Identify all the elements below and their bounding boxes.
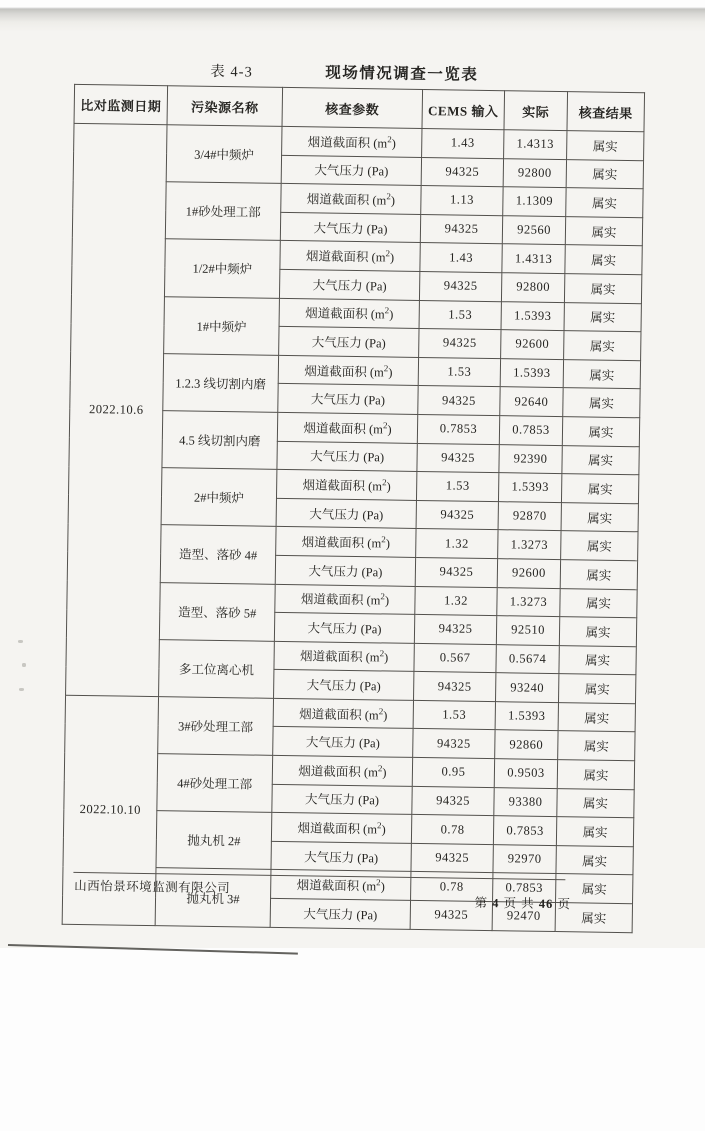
cems-input-cell: 1.43	[422, 128, 504, 158]
header-cems-input: CEMS 输入	[422, 89, 505, 129]
check-result-cell: 属实	[566, 188, 643, 218]
check-result-cell: 属实	[564, 302, 641, 332]
cems-input-cell: 1.43	[420, 243, 502, 273]
parameter-cell: 烟道截面积 $(m^2)$	[271, 813, 411, 844]
page-prefix: 第	[474, 895, 489, 911]
actual-value-cell: 92800	[503, 158, 566, 188]
cems-input-cell: 1.53	[419, 300, 501, 330]
footer-company-name: 山西怡景环境监测有限公司	[74, 878, 231, 896]
cems-input-cell: 94325	[410, 900, 492, 930]
source-name-cell: 1/2#中频炉	[164, 239, 280, 298]
cems-input-cell: 0.567	[414, 643, 496, 673]
check-result-cell: 属实	[557, 788, 634, 818]
parameter-cell: 烟道截面积 $(m^2)$	[275, 584, 415, 615]
cems-input-cell: 0.7853	[417, 414, 499, 444]
source-name-cell: 抛丸机 2#	[156, 811, 272, 870]
cems-input-cell: 94325	[417, 443, 499, 473]
parameter-cell: 烟道截面积 $(m^2)$	[276, 469, 416, 500]
page-total: 46	[538, 896, 554, 912]
parameter-cell: 烟道截面积 $(m^2)$	[274, 641, 414, 672]
cems-input-cell: 94325	[420, 214, 502, 244]
check-result-cell: 属实	[566, 159, 643, 189]
source-name-cell: 4.5 线切割内磨	[162, 411, 278, 470]
cems-input-cell: 94325	[416, 500, 498, 530]
footer-page-number	[425, 892, 571, 912]
actual-value-cell: 1.5393	[501, 301, 564, 331]
check-result-cell: 属实	[558, 674, 635, 704]
actual-value-cell: 0.7853	[493, 873, 556, 903]
header-date: 比对监测日期	[74, 84, 168, 124]
actual-value-cell: 1.5393	[500, 358, 563, 388]
check-result-cell: 属实	[558, 702, 635, 732]
parameter-cell: 烟道截面积 $(m^2)$	[277, 412, 417, 443]
check-result-cell: 属实	[559, 617, 636, 647]
header-actual: 实际	[504, 91, 568, 131]
parameter-cell: 大气压力 (Pa)	[270, 898, 410, 929]
check-result-cell: 属实	[562, 445, 639, 475]
header-source: 污染源名称	[167, 86, 283, 127]
cems-input-cell: 0.78	[411, 815, 493, 845]
cems-input-cell: 94325	[413, 729, 495, 759]
parameter-cell: 大气压力 (Pa)	[276, 498, 416, 529]
check-result-cell: 属实	[565, 245, 642, 275]
actual-value-cell: 92600	[497, 559, 560, 589]
cems-input-cell: 94325	[414, 672, 496, 702]
cems-input-cell: 1.13	[421, 186, 503, 216]
actual-value-cell: 0.7853	[499, 416, 562, 446]
parameter-cell: 大气压力 (Pa)	[279, 327, 419, 358]
actual-value-cell: 92970	[493, 844, 556, 874]
cems-input-cell: 1.53	[413, 700, 495, 730]
check-result-cell: 属实	[555, 903, 632, 933]
actual-value-cell: 1.3273	[498, 530, 561, 560]
parameter-cell: 大气压力 (Pa)	[271, 841, 411, 872]
source-name-cell: 4#砂处理工部	[157, 754, 273, 813]
actual-value-cell: 1.3273	[497, 587, 560, 617]
parameter-cell: 烟道截面积 $(m^2)$	[282, 126, 422, 157]
cems-input-cell: 1.53	[416, 472, 498, 502]
check-result-cell: 属实	[561, 474, 638, 504]
check-result-cell: 属实	[561, 502, 638, 532]
actual-value-cell: 92560	[502, 215, 565, 245]
cems-input-cell: 94325	[411, 843, 493, 873]
actual-value-cell: 92870	[498, 501, 561, 531]
source-name-cell: 3/4#中频炉	[166, 125, 282, 184]
parameter-cell: 烟道截面积 $(m^2)$	[276, 527, 416, 558]
parameter-cell: 大气压力 (Pa)	[277, 441, 417, 472]
cems-input-cell: 94325	[419, 329, 501, 359]
check-result-cell: 属实	[564, 331, 641, 361]
parameter-cell: 大气压力 (Pa)	[278, 384, 418, 415]
check-result-cell: 属实	[560, 559, 637, 589]
cems-input-cell: 94325	[412, 786, 494, 816]
cems-input-cell: 1.32	[416, 529, 498, 559]
cems-input-cell: 94325	[418, 386, 500, 416]
cems-input-cell: 1.53	[418, 357, 500, 387]
source-name-cell: 2#中频炉	[161, 468, 277, 527]
parameter-cell: 烟道截面积 $(m^2)$	[271, 870, 411, 901]
check-result-cell: 属实	[563, 388, 640, 418]
source-name-cell: 3#砂处理工部	[158, 697, 274, 756]
check-result-cell: 属实	[557, 760, 634, 790]
check-result-cell: 属实	[565, 216, 642, 246]
actual-value-cell: 1.5393	[495, 702, 558, 732]
parameter-cell: 大气压力 (Pa)	[272, 784, 412, 815]
table-number-label: 表 4-3	[210, 63, 253, 81]
check-result-cell: 属实	[561, 531, 638, 561]
cems-input-cell: 94325	[415, 557, 497, 587]
check-result-cell: 属实	[559, 645, 636, 675]
parameter-cell: 烟道截面积 $(m^2)$	[279, 298, 419, 329]
check-result-cell: 属实	[560, 588, 637, 618]
check-result-cell: 属实	[556, 845, 633, 875]
monitoring-date-cell: 2022.10.10	[62, 695, 158, 925]
parameter-cell: 烟道截面积 $(m^2)$	[273, 698, 413, 729]
cems-input-cell: 0.95	[412, 757, 494, 787]
check-result-cell: 属实	[564, 274, 641, 304]
actual-value-cell: 92800	[501, 273, 564, 303]
cems-input-cell: 0.78	[411, 872, 493, 902]
actual-value-cell: 1.1309	[503, 187, 566, 217]
parameter-cell: 大气压力 (Pa)	[274, 670, 414, 701]
actual-value-cell: 0.7853	[493, 816, 556, 846]
monitoring-date-cell: 2022.10.6	[66, 123, 167, 696]
page-suffix: 页	[557, 897, 572, 912]
actual-value-cell: 0.5674	[496, 644, 559, 674]
parameter-cell: 大气压力 (Pa)	[275, 555, 415, 586]
check-result-cell: 属实	[556, 817, 633, 847]
source-name-cell: 抛丸机 3#	[155, 868, 271, 927]
parameter-cell: 烟道截面积 $(m^2)$	[281, 184, 421, 215]
parameter-cell: 大气压力 (Pa)	[274, 612, 414, 643]
survey-table	[62, 84, 645, 933]
source-name-cell: 造型、落砂 4#	[160, 525, 276, 584]
actual-value-cell: 92470	[492, 902, 555, 932]
parameter-cell: 烟道截面积 $(m^2)$	[278, 355, 418, 386]
check-result-cell: 属实	[567, 131, 644, 161]
cems-input-cell: 94325	[421, 157, 503, 187]
actual-value-cell: 92600	[501, 330, 564, 360]
check-result-cell: 属实	[563, 359, 640, 389]
survey-table-body	[62, 123, 644, 932]
check-result-cell: 属实	[558, 731, 635, 761]
parameter-cell: 烟道截面积 $(m^2)$	[280, 241, 420, 272]
actual-value-cell: 1.5393	[498, 473, 561, 503]
actual-value-cell: 0.9503	[494, 759, 557, 789]
source-name-cell: 造型、落砂 5#	[159, 582, 275, 641]
actual-value-cell: 92510	[496, 616, 559, 646]
page-title: 现场情况调查一览表	[325, 64, 479, 84]
cems-input-cell: 94325	[419, 271, 501, 301]
source-name-cell: 多工位离心机	[159, 639, 275, 698]
parameter-cell: 大气压力 (Pa)	[279, 269, 419, 300]
actual-value-cell: 92640	[500, 387, 563, 417]
source-name-cell: 1#砂处理工部	[165, 182, 281, 241]
parameter-cell: 大气压力 (Pa)	[273, 727, 413, 758]
check-result-cell: 属实	[556, 874, 633, 904]
actual-value-cell: 92390	[499, 444, 562, 474]
actual-value-cell: 93380	[494, 787, 557, 817]
header-parameter: 核查参数	[282, 87, 423, 128]
page-current: 4	[492, 896, 500, 911]
actual-value-cell: 1.4313	[502, 244, 565, 274]
parameter-cell: 大气压力 (Pa)	[281, 155, 421, 186]
cems-input-cell: 1.32	[415, 586, 497, 616]
parameter-cell: 烟道截面积 $(m^2)$	[272, 755, 412, 786]
actual-value-cell: 92860	[495, 730, 558, 760]
parameter-cell: 大气压力 (Pa)	[280, 212, 420, 243]
source-name-cell: 1#中频炉	[164, 296, 280, 355]
check-result-cell: 属实	[562, 417, 639, 447]
page-middle: 页 共	[503, 896, 535, 911]
header-result: 核查结果	[567, 92, 645, 132]
source-name-cell: 1.2.3 线切割内磨	[163, 353, 279, 412]
actual-value-cell: 1.4313	[504, 130, 567, 160]
cems-input-cell: 94325	[414, 615, 496, 645]
actual-value-cell: 93240	[495, 673, 558, 703]
